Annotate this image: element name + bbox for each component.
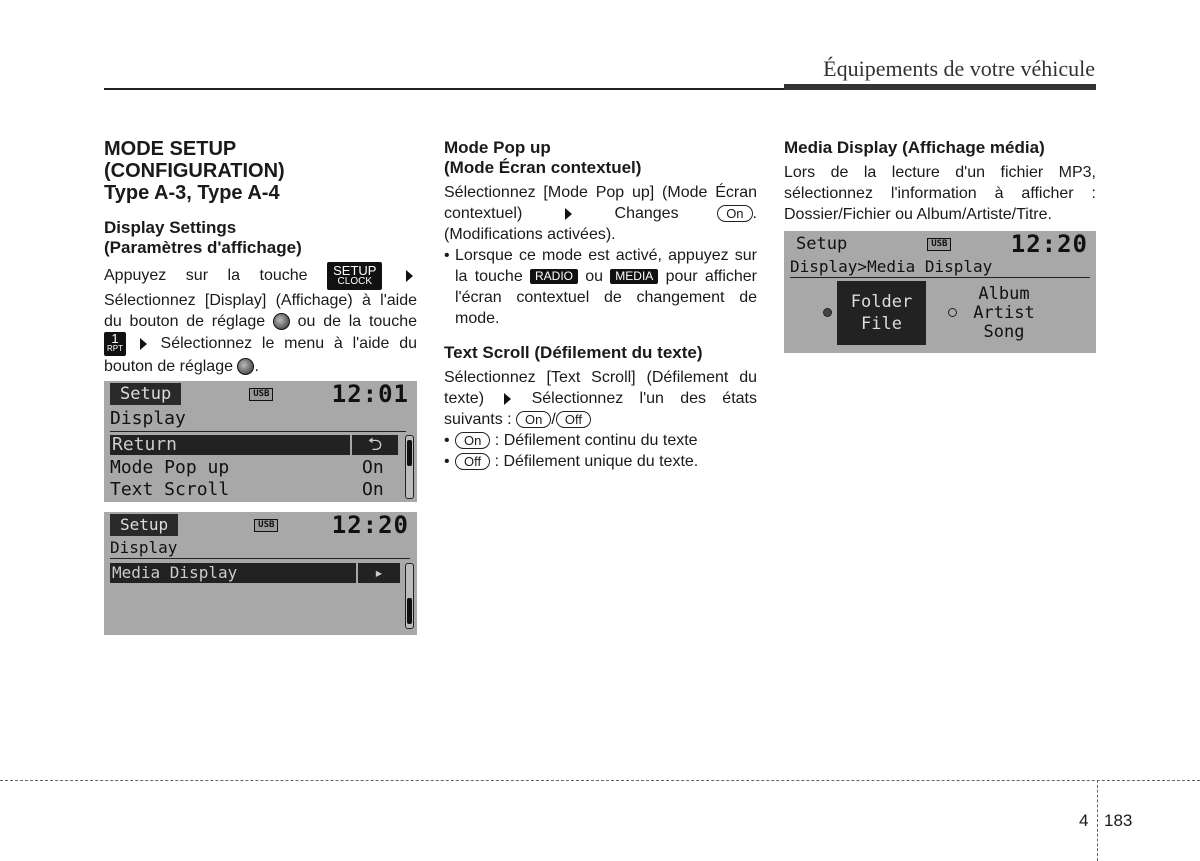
lcd-title: Display [110,408,186,429]
tune-knob-icon [273,313,290,330]
lcd-value-mode-popup: On [362,457,384,478]
column-left [104,138,417,377]
tune-knob-icon [237,358,254,375]
lcd-setup-label: Setup [796,234,848,254]
lcd-clock: 12:20 [1010,231,1088,258]
radio-unselected-icon [948,308,957,317]
on-button: On [455,432,490,449]
text-scroll-heading: Text Scroll (Défilement du texte) [444,343,703,362]
usb-icon: USB [254,519,278,532]
arrow-right-icon [504,393,511,405]
arrow-right-icon [565,208,572,220]
return-icon: ⮌ [352,435,398,455]
media-display-text: Lors de la lecture d'un fichier MP3, sélectionnez l'information à afficher : Dossier/Fichier ou Album/Artiste/Titre. [784,164,1096,223]
radio-selected-icon [823,308,832,317]
text-scroll-text: Sélectionnez [Text Scroll] (Défilement du texte) Sélectionnez l'un des états suivants : On / Off [444,369,757,428]
usb-icon: USB [927,238,951,251]
footer-rule [0,780,1200,781]
on-button: On [516,411,551,428]
option-album-artist-song: Album Artist Song [973,283,1035,342]
lcd-menu-return: Return [110,435,350,455]
radio-button: RADIO [530,269,578,284]
list-item: • Off : Défilement unique du texte. [444,451,757,472]
mode-popup-heading: Mode Pop up (Mode Écran contextuel) [444,138,642,177]
rpt-button: 1 RPT [104,332,126,356]
lcd-menu-media-display: Media Display [110,563,356,583]
footer-divider [1097,780,1098,861]
lcd-setup-label: Setup [110,383,181,405]
media-display-heading: Media Display (Affichage média) [784,138,1045,157]
page-number: 183 [1104,811,1133,830]
text-scroll-bullets [444,430,757,472]
usb-icon: USB [249,388,273,401]
list-item: • On : Défilement continu du texte [444,430,757,451]
lcd-clock: 12:01 [331,381,409,408]
column-right [784,138,1096,225]
lcd-clock: 12:20 [331,512,409,539]
lcd-scrollbar [405,435,414,499]
mode-popup-text: Sélectionnez [Mode Pop up] (Mode Écran contextuel) Changes On . (Modifications activées). [444,184,757,243]
off-button: Off [455,453,490,470]
chapter-number: 4 [1079,811,1089,830]
column-middle [444,138,757,472]
lcd-breadcrumb: Display>Media Display [790,257,993,276]
arrow-right-icon [406,270,413,282]
lcd-title: Display [110,538,178,557]
header-rule-accent [784,84,1096,90]
chevron-right-icon: ▸ [358,563,400,583]
lcd-value-text-scroll: On [362,479,384,500]
display-screen-3 [784,231,1096,353]
display-settings-text: Appuyez sur la touche SETUP CLOCK Sélectionnez [Display] (Affichage) à l'aide du bouton de réglage ou de la touche 1 RPT Sélectionnez le menu à l'aide du bouton de réglage . [104,263,417,375]
media-button: MEDIA [610,269,658,284]
running-header: Équipements de votre véhicule [823,56,1095,81]
list-item: • Lorsque ce mode est activé, appuyez sur la touche RADIO ou MEDIA pour afficher l'écran contextuel de changement de mode. [444,245,757,329]
off-button: Off [556,411,591,428]
option-folder-file: Folder File [837,281,926,345]
setup-clock-button: SETUP CLOCK [327,262,382,290]
display-screen-1 [104,381,417,502]
lcd-setup-label: Setup [110,514,178,536]
display-settings-heading: Display Settings (Paramètres d'affichage) [104,218,302,257]
section-heading: MODE SETUP (CONFIGURATION) Type A-3, Type A-4 [104,138,285,204]
on-button: On [717,205,752,222]
arrow-right-icon [140,338,147,350]
lcd-scrollbar [405,563,414,629]
mode-popup-bullets [444,245,757,329]
lcd-menu-text-scroll: Text Scroll [110,479,230,500]
display-screen-2 [104,512,417,635]
lcd-menu-mode-popup: Mode Pop up [110,457,230,478]
